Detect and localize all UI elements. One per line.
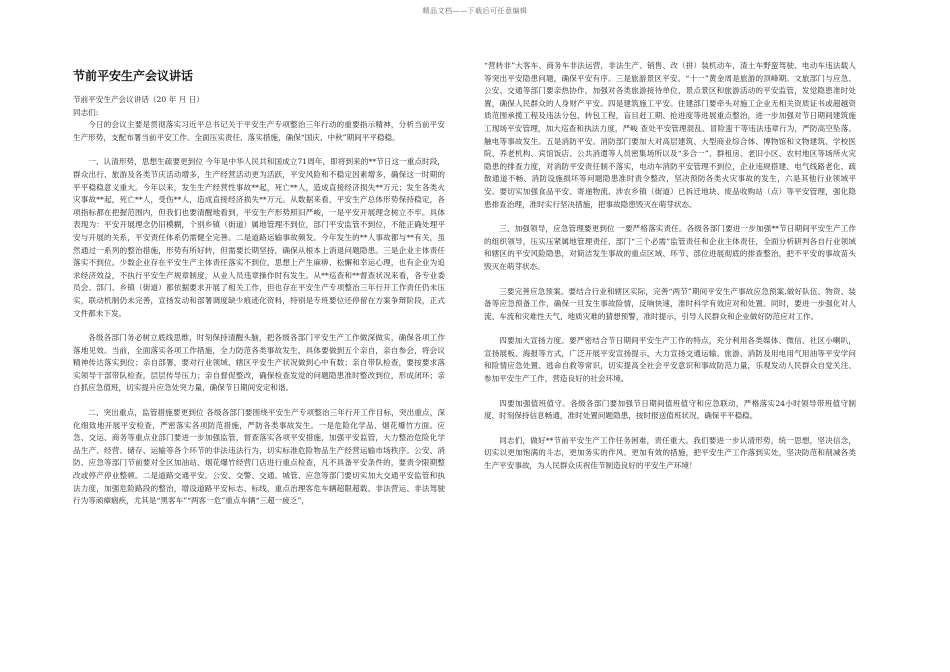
paragraph-emergency-plan: 三要完善应急预案。要结合行业和辖区实际，完善“两节”期间平安生产事故应急预案,做好队伍、物资、装备等应急预备工作，确保一旦发生事故险情，反响快速，准时科学有效应对和处置。同时，要进一步强化对人流、车流和灾难性天气、地质灾难的猜想预警，准时提示，引导人民群众和企业做好防范应对工作。: [484, 286, 856, 321]
paragraph-intro: 今日的会议主要是贯彻落实习近平总书记关于平安生产专项整治三年行动的重要指示精神，分析当前平安生产形势，支配布署当前平安工作。全面压实责任、落实措施，确保“国庆、中秋”期间平平稳稳。: [73, 120, 445, 142]
document-title: 节前平安生产会议讲话: [73, 69, 194, 83]
paragraph-duty: 四要加强值班值守。各级各部门要加强节日期间值班值守和应急联动，严格落实24小时领导带班值守制度，时刻保持信息畅通，准时处置问题隐患，按时报送值班状况，确保平平稳稳。: [484, 398, 856, 421]
greeting: 同志们:: [73, 107, 99, 117]
paragraph-five-personal: 各级各部门务必树立底线思维，时刻保持清醒头脑，把各级各部门平安生产工作做深做实，确保各项工作落地见效。当前，全面落实各项工作措施，全力防范各类事故发生，具体要做到五个亲自，亲自参会，将会议精神传达落实到位；亲自部署，要对行业领域、辖区平安生产状况做到心中有数；亲自带队检查，要按要求落实领导干部带队检查，层层传导压力；亲自督促整改，确保检查发觉的问题隐患准时整改到位，形成闭环；亲自抓应急值班，切实提升应急处突力量，确保节日期间安定和谐。: [73, 333, 445, 393]
paragraph-publicity: 四要加大宣扬力度。要严密结合节日期间平安生产工作的特点，充分利用各类媒体、微信、社区小喇叭，宣扬展板、海报等方式，广泛开展平安宣扬提示，大力宣扬交通运输、旅游、消防及用电用气用油等平安学问和险情应急处置、逃命自救等常识，切实提高全社会平安意识和事故防范力量，乐观发动人民群众自觉关注、参加平安生产工作，营造良好的社会环境。: [484, 336, 856, 384]
header-note: 精品文档——下载后可任意编辑: [422, 7, 528, 15]
right-column: [484, 60, 856, 473]
paragraph-section-1: 一、认清形势，思想生疏要更到位 今年是中华人民共和国成立71周年，即将到来的**节日这一重点时段，群众出行、旅游及各类节庆活动增多，生产经营活动更为活跃，平安风险和不稳定因素增多，确保这一时期的平平稳稳意义重大。今年以来，发生生产经营性事故**起，死亡**人，造成直接经济损失**万元；发生各类火灾事故**起，死亡**人，受伤**人，造成直接经济损失**万元。从数据来看，平安生产总体形势保持稳定，各项指标都在把握范围内，但我们也要清醒地看到，平安生产形势照旧严峻，一是平安开展理念树立不牢。具体表现为：平安开展理念仍旧模糊，个别乡镇（街道）属地管理不到位，部门平安监管不到位，不能正确处理平安与开展的关系，平安责任体系仍需健全完善。二是道路运输事故频发。今年发生的**人事故都与**有关，虽然通过一系列的整治措施，形势有所好转，但需要长期坚持，确保从根本上消退问题隐患。三是企业主体责任落实不到位。少数企业存在平安生产主体责任落实不到位，思想上产生麻痹、松懈和幸运心理，也有企业为追求经济效益，不执行平安生产规章制度，从业人员违章操作时有发生。从**巡查和**督查状况来看，各专业委员会、部门、乡镇（街道）都依据要求开展了相关工作，但也存在平安生产专项整治三年行开工作责任仍未压实，联动机制仍未完善，宣扬发动和部署调度缺少痕迹化资料，特别是专班要位还停留在方案争辩阶段，正式文件都未下发。: [73, 157, 445, 318]
paragraph-section-3: 三、加强领导，应急管理要更到位 一要严格落实责任。各级各部门要进一步加强**节日期间平安生产工作的组织领导，压实压紧属地管理责任、部门“三个必需”监管责任和企业主体责任，全面分析研判各自行业领域和辖区的平安风险隐患，对简洁发生事故的重点区域、环节、部位进展彻底的排查整治，把不平安的事故苗头毁灭在萌芽状态。: [484, 224, 856, 271]
paragraph-closing: 同志们，做好**节前平安生产工作任务困难，责任重大。我们要进一步认清形势，统一思想，坚决信念，切实以更加饱满的斗志，更加务实的作风、更加有效的措施，把平安生产工作落到实处，坚决防范和削减各类生产平安事故，为人民群众庆祝佳节制造良好的平安生产环境！: [484, 435, 856, 471]
document-subline: 节前平安生产会议讲话（20 年 月 日）: [73, 95, 204, 104]
paragraph-section-2: 二、突出重点，监管措施要更到位 各级各部门要围绕平安生产专项整治三年行开工作目标，突出重点，深化细致地开展平安检查，严密落实各项防范措施，严防各类事故发生。一是危险化学品、烟花爆竹方面。应急、交运、商务等重点业部门要进一步加强监管，督查落实各项平安措施，加强平安监管，大力整治危险化学品生产、经营、储存、运输等各个环节的非法违法行为，切实标准危险物品生产经营运输市场秩序。公安、消防、应急等部门节前要对全区加油站、烟花爆竹经营门店进行重点检查，凡不具备平安条件的，要责令限期整改或停产停业整顿。二是道路交通平安。公安、交警、交通、城管、应急等部门要切实加大交通平安监管和执法力度，加强危险路段的整治，增设道路平安标志、标线，重点治理客危车辆超限超载、非法营运、非法驾驶行为等顽瘴痼疾，尤其是“黑客车”“两客一危”重点车辆“三超一疲乏”，: [73, 408, 445, 506]
left-column: [73, 60, 445, 508]
paragraph-section-2-cont: “营转非”大客车、商务车非法运营，非法生产、销售、改（拼）装机动车，渣土车野蛮驾驶、电动车违法载人等突出平安隐患问题，确保平安有序。三是旅游景区平安。“十一”黄金周是旅游的顶峰期。文旅部门与应急、公安、交通等部门要亲热协作，加强对各类旅游接待单位、景点景区和旅游活动的平安监管，发觉隐患准时处置，确保人民群众的人身财产平安。四是建筑施工平安。住建部门要牵头对施工企业无相关资质证书或超越资质范围承揽工程及违法分包、转包工程，盲目赶工期、抢进度等进展重点整治，进一步加强对节日期间建筑施工现场平安管理，加大巡查和执法力度，严峻 查处平安管理混乱、冒险蛮干等违法违章行为，严防高空坠落、触电等事故发生。五是消防平安。消防部门要加大对高层建筑、大型商业综合体、博物馆和文物建筑、学校医院、养老机构、宾馆饭店、公共消遣等人员密集场所以及“多合一”、群租房、老旧小区、农村地区等场所火灾隐患的排查力度，对消防平安责任制不落实，电动车消防平安管理不到位，企业违规搭建、电气线路老化、疏散通道不畅、消防设施损坏等问题隐患准时责令整改，坚决预防各类火灾事故的发生，六是其他行业领域平安。要切实加强食品平安、寄递物流、涉农乡镇（街道）已拆迁地块、废品收购站（点）等平安管理，强化隐患排查治理，准时实行坚决措施，把事故隐患毁灭在萌芽状态。: [484, 61, 856, 209]
